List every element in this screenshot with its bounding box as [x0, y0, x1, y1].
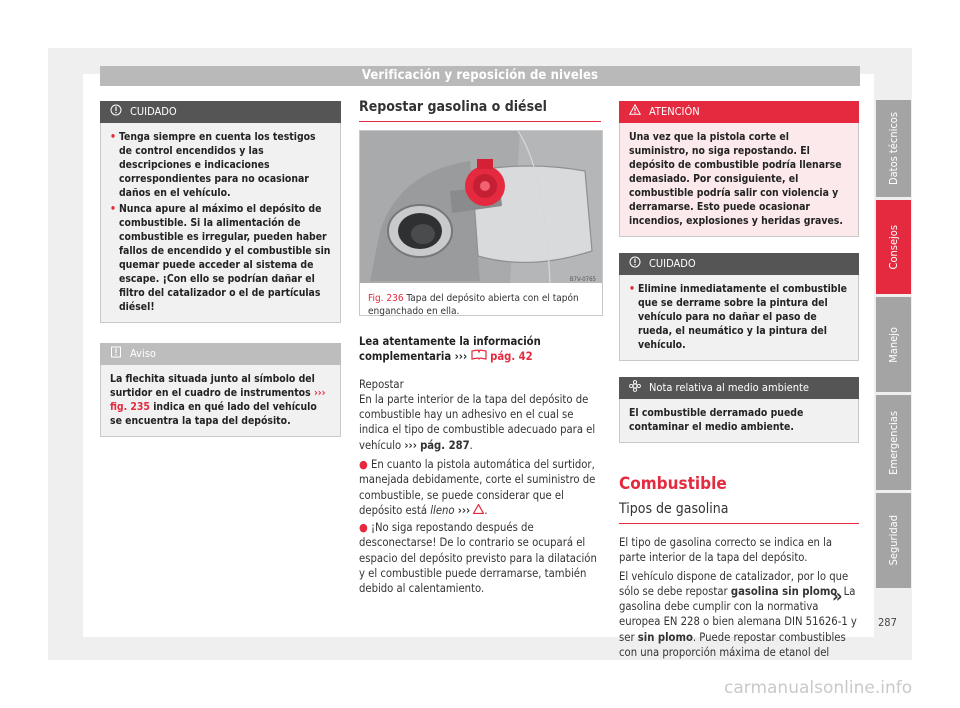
combustible-title: Combustible: [619, 474, 727, 494]
tab-seguridad[interactable]: Seguridad: [876, 493, 911, 588]
figure-code: B7V-0765: [569, 275, 596, 283]
tab-emergencias[interactable]: Emergencias: [876, 395, 911, 490]
watermark: carmanualsonline.info: [724, 678, 913, 698]
left-column: [100, 101, 341, 437]
fuel-cap-figure: [359, 130, 603, 316]
list-item: • Nunca apure al máximo el depósito de combustible. Si la alimentación de combustible es irregular, pueden haber fallos de encendido y el combustible sin quemar puede acceder al sistema de escape. ¡Con ello se podrían dañar el filtro del catalizador o el de partículas diésel!: [110, 203, 331, 313]
medio-ambiente-body: El combustible derramado puede contaminar el medio ambiente.: [619, 399, 859, 443]
cuidado-body: [619, 275, 859, 361]
cuidado-title: CUIDADO: [649, 256, 696, 270]
atencion-body: Una vez que la pistola corte el suministro, no siga repostando. El depósito de combustible podría llenarse demasiado. Por consiguiente, el combustible podría salir con violencia y derramarse. Esto puede ocasionar incendios, explosiones y heridas graves.: [619, 123, 859, 237]
tab-datos-tecnicos[interactable]: Datos técnicos: [876, 100, 911, 197]
atencion-box: [619, 101, 859, 237]
section-tabs: [876, 100, 911, 591]
list-item: ● En cuanto la pistola automática del surtidor, manejada debidamente, corte el suministro de combustible, se puede considerar que el depósito está lleno ››› .: [359, 457, 596, 517]
list-item: • Elimine inmediatamente el combustible que se derrame sobre la pintura del vehículo para no dañar el paso de rueda, el neumático y la pintura del vehículo.: [629, 283, 848, 351]
medio-ambiente-title: Nota relativa al medio ambiente: [649, 380, 809, 394]
paragraph: El tipo de gasolina correcto se indica en la parte interior de la tapa del depósito.: [619, 536, 833, 565]
warning-triangle-icon: [473, 504, 484, 517]
tab-manejo[interactable]: Manejo: [876, 297, 911, 392]
read-info: Lea atentamente la información complementaria ››› pág. 42: [359, 334, 541, 363]
cuidado-box: [619, 253, 859, 361]
tab-consejos[interactable]: Consejos: [876, 200, 911, 294]
info-circle-icon: [629, 256, 641, 273]
paragraph: El vehículo dispone de catalizador, por lo que sólo se debe repostar gasolina sin plomo. La gasolina debe cumplir con la normativa europea EN 228 o bien alemana DIN 51626-1 y ser sin plomo. Puede repostar combustibles con una proporción máxima de etanol del: [619, 569, 857, 660]
cuidado-header: [619, 253, 859, 275]
atencion-header: [619, 101, 859, 123]
fuel-cap-illustration: [360, 131, 602, 283]
right-column: [619, 101, 859, 660]
list-item: • Tenga siempre en cuenta los testigos de control encendidos y las descripciones e indicaciones correspondientes para no ocasionar daños en el vehículo.: [110, 131, 316, 199]
info-circle-icon: [110, 104, 122, 121]
manual-book-icon: [471, 350, 491, 363]
figure-caption: Fig. 236 Tapa del depósito abierta con el tapón enganchado en ella.: [368, 293, 579, 317]
paragraph: En la parte interior de la tapa del depósito de combustible hay un adhesivo en el cual se indica el tipo de combustible adecuado para el vehículo ››› pág. 287.: [359, 392, 596, 452]
tipos-title: Tipos de gasolina: [619, 502, 859, 525]
aviso-body: La flechita situada junto al símbolo del surtidor en el cuadro de instrumentos ››› fig. 235 indica en qué lado del vehículo se encuentra la tapa del depósito.: [100, 365, 341, 437]
page-number: 287: [878, 616, 897, 629]
cuidado-body: [100, 123, 341, 323]
cuidado-box: [100, 101, 341, 323]
environment-leaf-icon: [629, 380, 641, 397]
aviso-box: [100, 343, 341, 437]
page-42-link[interactable]: pág. 42: [490, 350, 533, 363]
list-item: ● ¡No siga repostando después de desconectarse! De lo contrario se ocupará el espacio del depósito previsto para la dilatación y el combustible puede derramarse, también debido al calentamiento.: [359, 521, 597, 596]
warning-triangle-icon: [629, 104, 641, 120]
atencion-title: ATENCIÓN: [649, 104, 700, 118]
section-title: Repostar gasolina o diésel: [359, 100, 601, 122]
aviso-title: Aviso: [130, 346, 156, 360]
cuidado-header: [100, 101, 341, 123]
page-287-link[interactable]: pág. 287: [420, 438, 470, 452]
continue-mark: »: [832, 586, 843, 607]
medio-ambiente-box: [619, 377, 859, 443]
aviso-header: [100, 343, 341, 365]
cuidado-title: CUIDADO: [130, 104, 177, 118]
page-header: Verificación y reposición de niveles: [100, 66, 860, 86]
fig-235-link[interactable]: fig. 235: [110, 401, 150, 413]
repostar-heading: Repostar: [359, 377, 404, 391]
medio-ambiente-header: [619, 377, 859, 399]
middle-column: [359, 100, 601, 597]
note-icon: [110, 346, 122, 363]
